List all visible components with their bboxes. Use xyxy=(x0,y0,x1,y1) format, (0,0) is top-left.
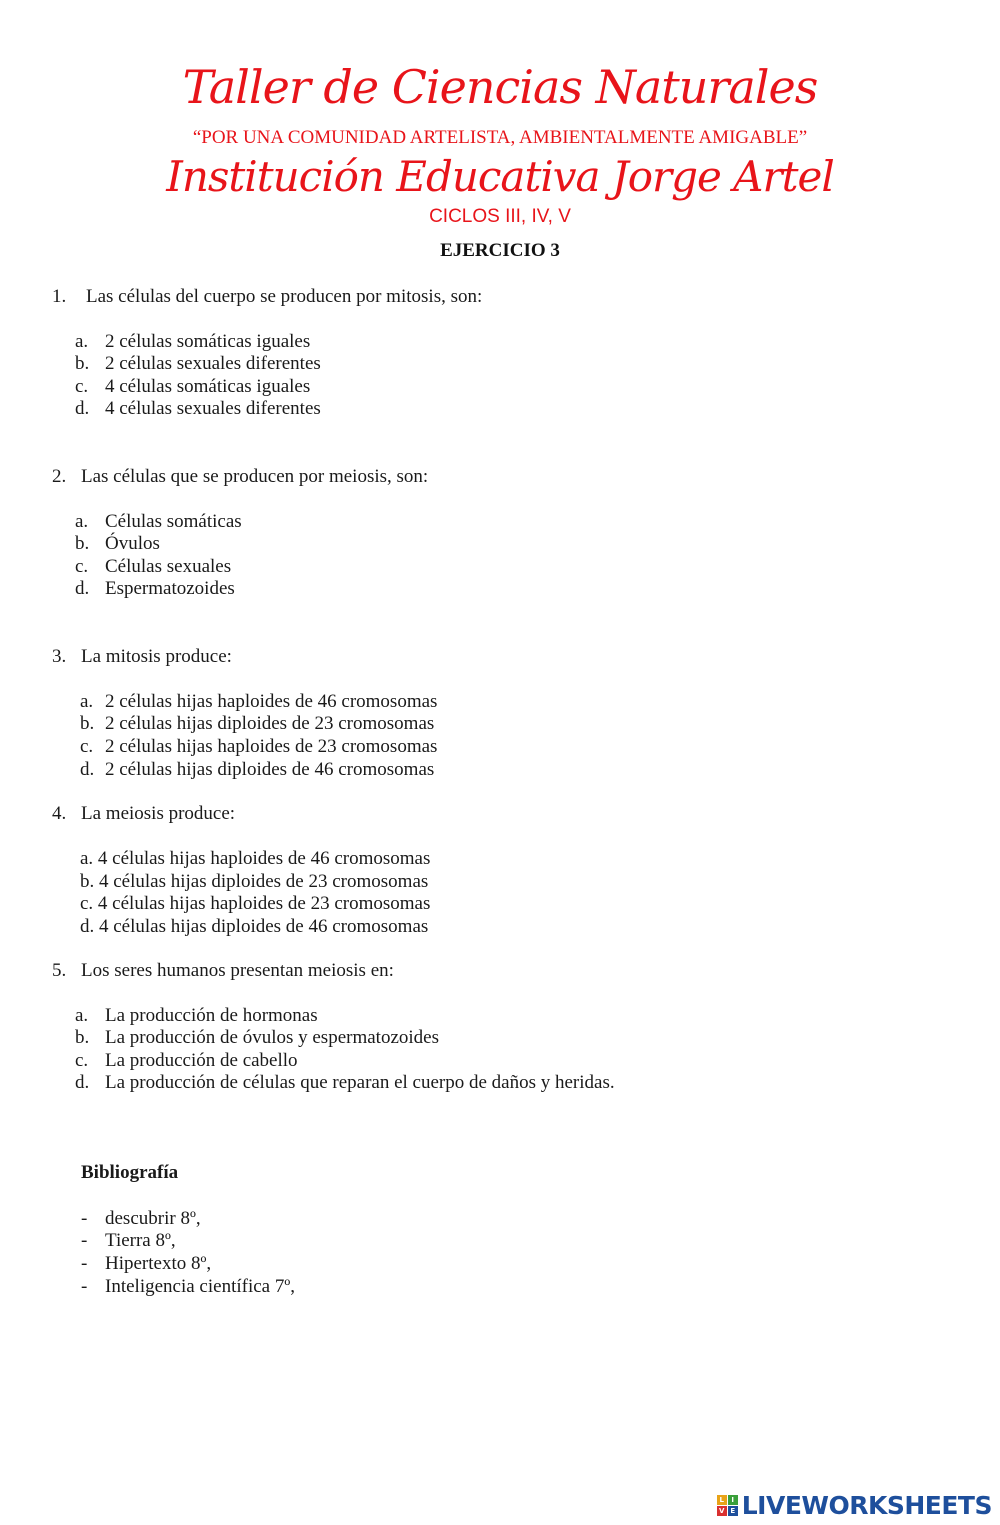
option-text: 4 células sexuales diferentes xyxy=(105,398,321,419)
question-text: La mitosis produce: xyxy=(81,646,232,667)
option-4b[interactable] xyxy=(80,870,428,893)
bibliography-text: descubrir 8º, xyxy=(105,1208,201,1229)
question-number: 2. xyxy=(52,466,67,487)
option-text: Células sexuales xyxy=(105,556,232,577)
worksheet-title: Taller de Ciencias Naturales xyxy=(182,60,818,114)
question-number: 5. xyxy=(52,960,67,981)
question-number: 4. xyxy=(52,803,67,824)
option-text: 2 células hijas haploides de 23 cromosomas xyxy=(105,736,438,757)
option-text: La producción de óvulos y espermatozoides xyxy=(105,1027,439,1048)
question-number: 3. xyxy=(52,646,67,667)
bibliography-text: Hipertexto 8º, xyxy=(105,1253,212,1274)
question-text: Las células que se producen por meiosis, son: xyxy=(81,466,429,487)
option-text: 2 células hijas diploides de 46 cromosomas xyxy=(105,759,435,780)
school-cycles: CICLOS III, IV, V xyxy=(429,206,571,227)
school-name: Institución Educativa Jorge Artel xyxy=(166,152,834,201)
option-letter: a. xyxy=(75,331,89,352)
option-letter: a. xyxy=(75,511,89,532)
logo-text: LIVEWORKSHEETS xyxy=(741,1490,992,1520)
option-text: Óvulos xyxy=(105,533,160,554)
option-letter: d. xyxy=(75,398,90,419)
option-text: Espermatozoides xyxy=(105,578,235,599)
option-text: 2 células sexuales diferentes xyxy=(105,353,321,374)
option-text: d. 4 células hijas diploides de 46 cromosomas xyxy=(80,916,429,937)
option-4c[interactable] xyxy=(80,892,430,915)
option-text: Células somáticas xyxy=(105,511,242,532)
bibliography-title: Bibliografía xyxy=(81,1162,179,1183)
option-letter: b. xyxy=(75,533,90,554)
bibliography-text: Inteligencia científica 7º, xyxy=(105,1276,295,1297)
option-letter: c. xyxy=(75,1050,89,1071)
option-letter: c. xyxy=(80,736,94,757)
option-letter: b. xyxy=(75,353,90,374)
question-text: Las células del cuerpo se producen por mitosis, son: xyxy=(86,286,483,307)
bibliography-text: Tierra 8º, xyxy=(105,1230,176,1251)
option-letter: b. xyxy=(75,1027,90,1048)
option-text: c. 4 células hijas haploides de 23 cromosomas xyxy=(80,893,431,914)
option-letter: b. xyxy=(80,713,95,734)
logo-tile: I xyxy=(728,1495,738,1505)
question-number: 1. xyxy=(52,286,67,307)
question-text: La meiosis produce: xyxy=(81,803,236,824)
option-letter: c. xyxy=(75,376,89,397)
bullet-dash: - xyxy=(81,1276,88,1297)
bullet-dash: - xyxy=(81,1208,88,1229)
exercise-heading: EJERCICIO 3 xyxy=(440,240,560,261)
option-letter: d. xyxy=(75,1072,90,1093)
option-text: 2 células hijas haploides de 46 cromosomas xyxy=(105,691,438,712)
question-text: Los seres humanos presentan meiosis en: xyxy=(81,960,394,981)
option-4a[interactable] xyxy=(80,847,430,870)
option-text: 4 células somáticas iguales xyxy=(105,376,311,397)
bullet-dash: - xyxy=(81,1230,88,1251)
option-text: a. 4 células hijas haploides de 46 cromosomas xyxy=(80,848,431,869)
logo-tile: L xyxy=(717,1495,727,1505)
option-letter: d. xyxy=(80,759,95,780)
option-letter: d. xyxy=(75,578,90,599)
option-text: La producción de células que reparan el cuerpo de daños y heridas. xyxy=(105,1072,615,1093)
liveworksheets-logo xyxy=(717,1490,992,1520)
option-text: La producción de hormonas xyxy=(105,1005,318,1026)
option-text: La producción de cabello xyxy=(105,1050,298,1071)
option-letter: a. xyxy=(75,1005,89,1026)
school-motto: “POR UNA COMUNIDAD ARTELISTA, AMBIENTALMENTE AMIGABLE” xyxy=(192,127,808,148)
option-text: 2 células hijas diploides de 23 cromosomas xyxy=(105,713,435,734)
option-text: 2 células somáticas iguales xyxy=(105,331,311,352)
logo-tile: E xyxy=(728,1506,738,1516)
option-letter: c. xyxy=(75,556,89,577)
logo-tile: V xyxy=(717,1506,727,1516)
option-letter: a. xyxy=(80,691,94,712)
option-4d[interactable] xyxy=(80,915,428,938)
logo-mark-icon xyxy=(717,1495,738,1516)
option-text: b. 4 células hijas diploides de 23 cromosomas xyxy=(80,871,429,892)
bullet-dash: - xyxy=(81,1253,88,1274)
